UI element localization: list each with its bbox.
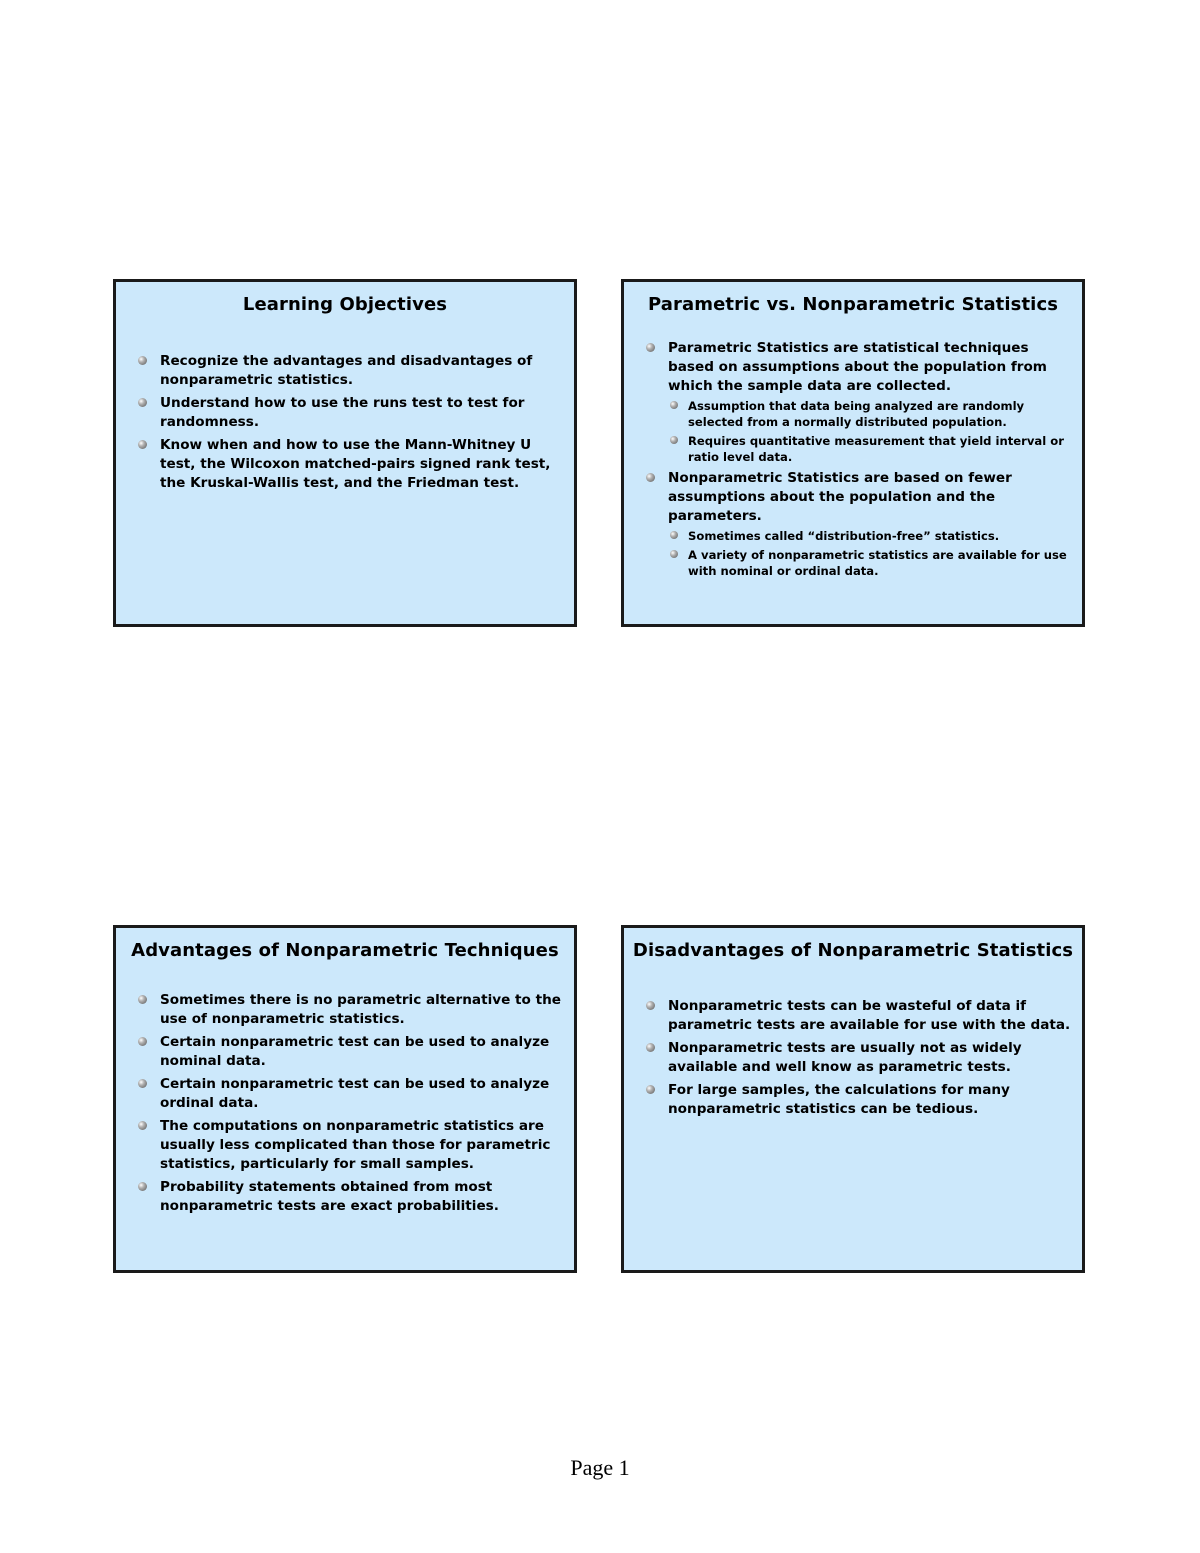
slide-disadvantages (621, 925, 1085, 1273)
bullet-icon (670, 550, 678, 558)
sub-list-item (668, 528, 1072, 544)
list-item (136, 436, 564, 493)
bullet-icon (138, 440, 147, 449)
sub-bullet-text: Requires quantitative measurement that yield interval or ratio level data. (688, 434, 1064, 464)
list-item (644, 997, 1072, 1035)
bullet-text: Know when and how to use the Mann-Whitney U test, the Wilcoxon matched-pairs signed rank test, the Kruskal-Wallis test, and the Friedman test. (160, 437, 551, 491)
list-item (136, 1033, 564, 1071)
sub-bullet-text: Sometimes called “distribution-free” statistics. (688, 529, 1000, 543)
bullet-text: Nonparametric Statistics are based on fewer assumptions about the population and the parameters. (668, 470, 1012, 524)
bullet-icon (138, 1121, 147, 1130)
bullet-icon (646, 1043, 655, 1052)
bullet-icon (646, 1001, 655, 1010)
bullet-icon (138, 1037, 147, 1046)
bullet-icon (138, 1182, 147, 1191)
sub-bullet-list (668, 398, 1072, 465)
sub-list-item (668, 547, 1072, 579)
sub-list-item (668, 398, 1072, 430)
bullet-text: Parametric Statistics are statistical techniques based on assumptions about the population from which the sample data are collected. (668, 340, 1047, 394)
bullet-icon (646, 473, 655, 482)
list-item (644, 1039, 1072, 1077)
slide-advantages (113, 925, 577, 1273)
bullet-icon (138, 995, 147, 1004)
slide-title: Disadvantages of Nonparametric Statistics (632, 940, 1074, 961)
list-item (644, 1081, 1072, 1119)
bullet-list (644, 997, 1072, 1123)
bullet-text: Probability statements obtained from most nonparametric tests are exact probabilities. (160, 1179, 499, 1214)
bullet-text: Recognize the advantages and disadvantages of nonparametric statistics. (160, 353, 533, 388)
list-item (136, 1178, 564, 1216)
bullet-icon (138, 398, 147, 407)
bullet-icon (138, 1079, 147, 1088)
bullet-icon (646, 343, 655, 352)
bullet-list (136, 991, 564, 1220)
list-item (136, 1075, 564, 1113)
sub-bullet-list (668, 528, 1072, 579)
list-item (644, 339, 1072, 465)
bullet-text: Certain nonparametric test can be used to analyze ordinal data. (160, 1076, 550, 1111)
slide-learning-objectives (113, 279, 577, 627)
bullet-text: Nonparametric tests are usually not as widely available and well know as parametric tests. (668, 1040, 1022, 1075)
list-item (136, 1117, 564, 1174)
sub-bullet-text: A variety of nonparametric statistics are available for use with nominal or ordinal data. (688, 548, 1067, 578)
slide-parametric-vs-nonparametric (621, 279, 1085, 627)
list-item (136, 991, 564, 1029)
list-item (644, 469, 1072, 579)
bullet-icon (670, 436, 678, 444)
page-number: Page 1 (570, 1455, 630, 1480)
bullet-icon (670, 401, 678, 409)
sub-bullet-text: Assumption that data being analyzed are randomly selected from a normally distributed population. (688, 399, 1025, 429)
bullet-icon (670, 531, 678, 539)
bullet-list (136, 352, 564, 497)
bullet-text: Sometimes there is no parametric alternative to the use of nonparametric statistics. (160, 992, 562, 1027)
bullet-text: Certain nonparametric test can be used to analyze nominal data. (160, 1034, 550, 1069)
list-item (136, 352, 564, 390)
list-item (136, 394, 564, 432)
slide-title: Advantages of Nonparametric Techniques (131, 940, 559, 961)
bullet-text: Nonparametric tests can be wasteful of data if parametric tests are available for use with the data. (668, 998, 1071, 1033)
bullet-icon (138, 356, 147, 365)
slide-title: Parametric vs. Nonparametric Statistics (647, 294, 1059, 315)
sub-list-item (668, 433, 1072, 465)
slide-title: Learning Objectives (242, 294, 448, 315)
bullet-list (644, 339, 1072, 583)
bullet-icon (646, 1085, 655, 1094)
bullet-text: For large samples, the calculations for many nonparametric statistics can be tedious. (668, 1082, 1010, 1117)
bullet-text: The computations on nonparametric statistics are usually less complicated than those for parametric statistics, particularly for small samples. (160, 1118, 551, 1172)
bullet-text: Understand how to use the runs test to test for randomness. (160, 395, 525, 430)
